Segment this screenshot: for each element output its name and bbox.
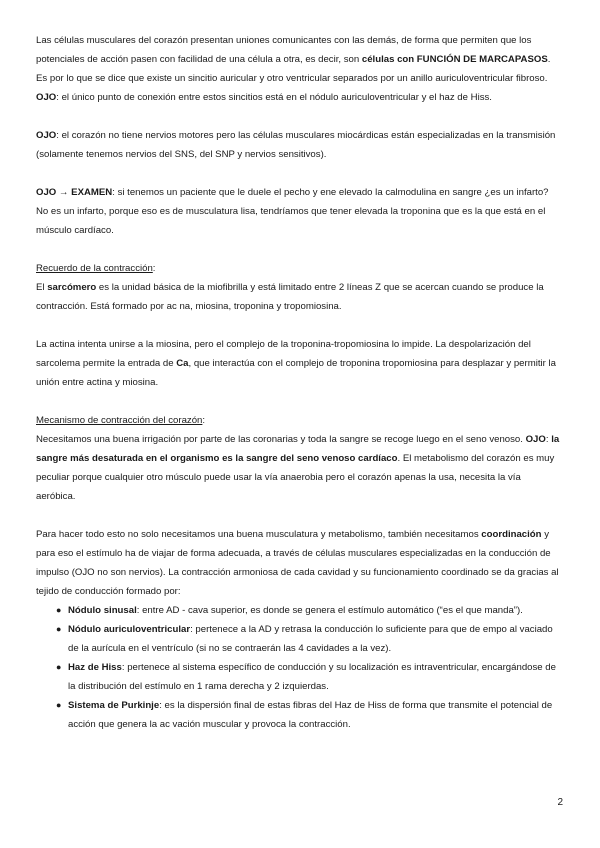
bold-text: OJO xyxy=(36,130,57,141)
text: Para hacer todo esto no solo necesitamos una buena musculatura y metabolismo, también necesitamos xyxy=(36,529,482,540)
bold-text: OJO → EXAMEN xyxy=(36,187,113,198)
bold-text: células con FUNCIÓN DE MARCAPASOS xyxy=(361,54,548,65)
text: : xyxy=(202,415,206,426)
bullet-icon: ● xyxy=(56,624,62,634)
heading-text: Mecanismo de contracción del corazón xyxy=(36,415,203,426)
bold-text: coordinación xyxy=(481,529,542,540)
list-item xyxy=(36,601,560,620)
text: : pertenece a la AD y retrasa la conducción lo suficiente para que de empo al vaciado de la aurícula en el ventrículo (si no se contraerán las 4 cavidades a la vez). xyxy=(68,624,553,654)
text: . El metabolismo del corazón es muy peculiar porque cualquier otro músculo puede usar la vía anaerobia pero el corazón apenas la usa, necesita la vía aeróbica. xyxy=(36,453,555,502)
text: : xyxy=(545,434,552,445)
bullet-icon: ● xyxy=(56,700,62,710)
bold-text: OJO xyxy=(36,92,57,103)
text: La actina intenta unirse a la miosina, pero el complejo de la troponina-tropomiosina lo impide. La despolarización del sarcolema permite la entrada de xyxy=(36,339,531,369)
bold-text: Nódulo auriculoventricular xyxy=(68,624,191,635)
paragraph-marcapasos xyxy=(36,31,560,107)
heading-text: Recuerdo de la contracción xyxy=(36,263,153,274)
text: : pertenece al sistema específico de conducción y su localización es intraventricular, encargándose de la distribución del estímulo en 1 rama derecha y 2 izquierdas. xyxy=(68,662,556,692)
text: : entre AD - cava superior, es donde se genera el estímulo automático (“es el que manda”). xyxy=(136,605,523,616)
bold-text: Ca xyxy=(176,358,189,369)
bold-text: Nódulo sinusal xyxy=(68,605,137,616)
text: : xyxy=(152,263,156,274)
text: . Es por lo que se dice que existe un sincitio auricular y otro ventricular separados por un anillo auriculoventricular fibroso. xyxy=(36,54,551,84)
text: : el corazón no tiene nervios motores pero las células musculares miocárdicas están especializadas en la transmisión (solamente tenemos nervios del SNS, del SNP y nervios sensitivos). xyxy=(36,130,556,160)
paragraph-actina xyxy=(36,335,560,392)
paragraph-examen xyxy=(36,183,560,240)
document-body xyxy=(36,31,560,734)
text: es la unidad básica de la miofibrilla y está limitado entre 2 líneas Z que se acercan cuando se produce la contracción. Está formado por ac na, miosina, troponina y tropomiosina. xyxy=(36,282,544,312)
paragraph-irrigacion xyxy=(36,430,560,506)
text: : si tenemos un paciente que le duele el pecho y ene elevado la calmodulina en sangre ¿es un infarto? No es un infarto, porque eso es de musculatura lisa, tendríamos que tener elevada la troponina que es la que está en el músculo cardíaco. xyxy=(36,187,549,236)
bullet-icon: ● xyxy=(56,662,62,672)
text: Necesitamos una buena irrigación por parte de las coronarias y toda la sangre se recoge luego en el seno venoso. xyxy=(36,434,526,445)
paragraph-sarcomero xyxy=(36,278,560,316)
text: , que interactúa con el complejo de troponina tropomiosina para desplazar y permitir la unión entre actina y miosina. xyxy=(36,358,556,388)
paragraph-nervios xyxy=(36,126,560,164)
conduction-tissue-list xyxy=(36,601,560,734)
list-item xyxy=(36,658,560,696)
bold-text: sarcómero xyxy=(47,282,97,293)
paragraph-coordinacion xyxy=(36,525,560,601)
section-heading-contraccion xyxy=(36,259,560,278)
text: El xyxy=(36,282,48,293)
list-item xyxy=(36,696,560,734)
text: : el único punto de conexión entre estos sincitios está en el nódulo auriculoventricular y el haz de Hiss. xyxy=(56,92,492,103)
text: y para eso el estímulo ha de viajar de forma adecuada, a través de células musculares especializadas en la conducción de impulso (OJO no son nervios). La contracción armoniosa de cada cavidad y su funcionamiento coordinado se da gracias al tejido de conducción formado por: xyxy=(36,529,559,597)
bold-text: Sistema de Purkinje xyxy=(68,700,160,711)
bold-text: la sangre más desaturada en el organismo es la sangre del seno venoso cardíaco xyxy=(36,434,560,464)
bullet-icon: ● xyxy=(56,605,62,615)
bold-text: OJO xyxy=(525,434,546,445)
text: : es la dispersión final de estas fibras del Haz de Hiss de forma que transmite el potencial de acción que genera la ac vación muscular y provoca la contracción. xyxy=(68,700,553,730)
bold-text: Haz de Hiss xyxy=(68,662,122,673)
section-heading-mecanismo xyxy=(36,411,560,430)
page-number: 2 xyxy=(557,797,563,808)
list-item xyxy=(36,620,560,658)
text: Las células musculares del corazón presentan uniones comunicantes con las demás, de forma que permiten que los potenciales de acción pasen con facilidad de una célula a otra, es decir, son xyxy=(36,35,532,65)
